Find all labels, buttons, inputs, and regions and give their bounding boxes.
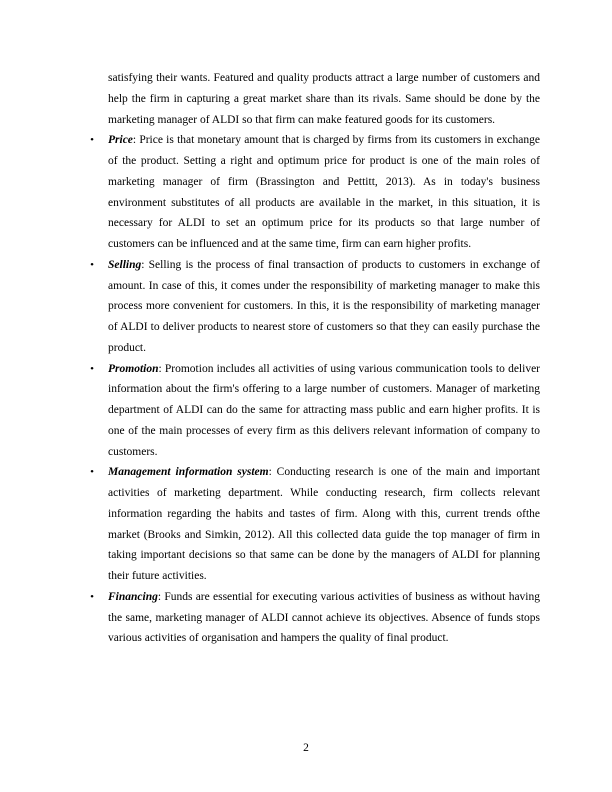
bullet-icon: •: [90, 258, 94, 271]
intro-paragraph: satisfying their wants. Featured and quality products attract a large number of customers and help the firm in capturing a great market share than its rivals. Same should be done by the marketing manager of ALDI so that firm can make featured goods for its customers.: [108, 72, 540, 126]
bullet-icon: •: [90, 590, 94, 603]
bullet-icon: •: [90, 466, 94, 479]
list-item: [90, 359, 540, 463]
page-body: [90, 68, 540, 649]
list-item: [90, 462, 540, 587]
page-number: 2: [303, 742, 309, 754]
bullet-icon: •: [90, 362, 94, 375]
bullet-text: : Funds are essential for executing various activities of business as without having the same, marketing manager of ALDI cannot achieve its objectives. Absence of funds stops various activities of organisation and hampers the quality of final product.: [108, 590, 540, 645]
bullet-list: [90, 130, 540, 649]
bullet-text: : Selling is the process of final transaction of products to customers in exchange of amount. In case of this, it comes under the responsibility of marketing manager to make this process more convenient for customers. In this, it is the responsibility of marketing manager of ALDI to deliver products to nearest store of customers so that they can easily purchase the product.: [108, 258, 540, 354]
bullet-term: Management information system: [108, 466, 269, 479]
bullet-text: : Conducting research is one of the main and important activities of marketing department. While conducting research, firm collects relevant information regarding the habits and tastes of firm. Along with this, current trends ofthe market (Brooks and Simkin, 2012). All this collected data guide the top manager of firm in taking important decisions so that same can be done by the managers of ALDI for planning their future activities.: [108, 466, 540, 582]
list-item: [90, 587, 540, 649]
bullet-text: : Price is that monetary amount that is charged by firms from its customers in exchange of the product. Setting a right and optimum price for product is one of the main roles of marketing manager of firm (Brassington and Pettitt, 2013). As in today's business environment substitutes of all products are available in the market, in this situation, it is necessary for ALDI to set an optimum price for its products so that large number of customers can be influenced and at the same time, firm can earn higher profits.: [108, 134, 540, 250]
bullet-term: Financing: [108, 590, 158, 603]
list-item: [90, 130, 540, 255]
bullet-icon: •: [90, 134, 94, 147]
bullet-text: : Promotion includes all activities of using various communication tools to deliver information about the firm's offering to a large number of customers. Manager of marketing department of ALDI can do the same for attracting mass public and earn higher profits. It is one of the main processes of every firm as this delivers relevant information of company to customers.: [108, 362, 540, 458]
bullet-term: Promotion: [108, 362, 159, 375]
bullet-term: Selling: [108, 258, 142, 271]
list-item: [90, 255, 540, 359]
bullet-term: Price: [108, 134, 133, 147]
